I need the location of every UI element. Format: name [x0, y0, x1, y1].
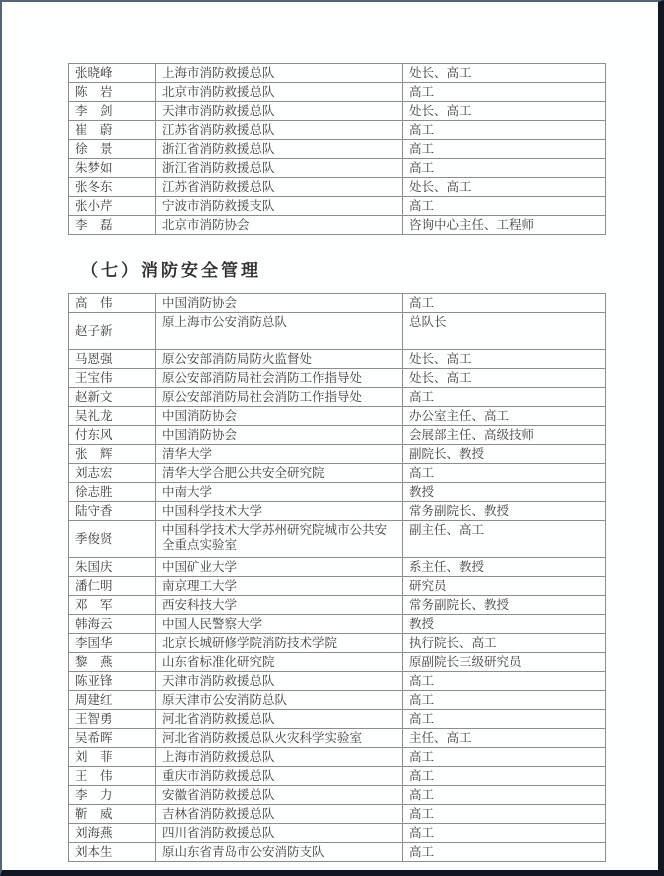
cell-name: 王智勇 [69, 710, 156, 729]
cell-name: 黎 燕 [69, 653, 156, 672]
cell-org: 中国科学技术大学 [156, 502, 403, 521]
table-row [69, 634, 606, 653]
table-row [69, 521, 606, 558]
cell-title: 处长、高工 [403, 102, 606, 121]
cell-title: 高工 [403, 294, 606, 313]
cell-name: 李国华 [69, 634, 156, 653]
experts-table-fire-safety-management [68, 293, 606, 862]
cell-org: 清华大学 [156, 445, 403, 464]
table-row [69, 178, 606, 197]
table-row [69, 445, 606, 464]
cell-org: 中国人民警察大学 [156, 615, 403, 634]
cell-name: 赵子新 [69, 313, 156, 350]
cell-name: 李 剑 [69, 102, 156, 121]
cell-org: 北京长城研修学院消防技术学院 [156, 634, 403, 653]
cell-org: 中国消防协会 [156, 426, 403, 445]
table-row [69, 558, 606, 577]
cell-name: 徐志胜 [69, 483, 156, 502]
table-row [69, 691, 606, 710]
table-row [69, 672, 606, 691]
cell-org: 北京市消防协会 [156, 216, 403, 235]
cell-org: 原上海市公安消防总队 [156, 313, 403, 350]
cell-title: 高工 [403, 672, 606, 691]
cell-name: 李 力 [69, 786, 156, 805]
table-row [69, 407, 606, 426]
cell-title: 系主任、教授 [403, 558, 606, 577]
cell-org: 原天津市公安消防总队 [156, 691, 403, 710]
cell-org: 重庆市消防救援总队 [156, 767, 403, 786]
cell-org: 山东省标准化研究院 [156, 653, 403, 672]
cell-title: 处长、高工 [403, 178, 606, 197]
cell-org: 中国消防协会 [156, 294, 403, 313]
table-row [69, 653, 606, 672]
cell-name: 徐 景 [69, 140, 156, 159]
cell-org: 天津市消防救援总队 [156, 672, 403, 691]
table-row [69, 577, 606, 596]
cell-name: 刘本生 [69, 843, 156, 862]
cell-org: 河北省消防救援总队火灾科学实验室 [156, 729, 403, 748]
cell-title: 高工 [403, 388, 606, 407]
table-row [69, 615, 606, 634]
cell-title: 常务副院长、教授 [403, 596, 606, 615]
cell-title: 教授 [403, 615, 606, 634]
table-row [69, 140, 606, 159]
cell-name: 陈 岩 [69, 83, 156, 102]
cell-title: 执行院长、高工 [403, 634, 606, 653]
cell-org: 四川省消防救援总队 [156, 824, 403, 843]
cell-org: 上海市消防救援总队 [156, 748, 403, 767]
cell-name: 张 辉 [69, 445, 156, 464]
cell-org: 安徽省消防救援总队 [156, 786, 403, 805]
cell-title: 高工 [403, 710, 606, 729]
cell-org: 原山东省青岛市公安消防支队 [156, 843, 403, 862]
cell-org: 上海市消防救援总队 [156, 64, 403, 83]
table-row [69, 369, 606, 388]
cell-name: 付东风 [69, 426, 156, 445]
cell-title: 研究员 [403, 577, 606, 596]
cell-title: 办公室主任、高工 [403, 407, 606, 426]
cell-name: 张小芹 [69, 197, 156, 216]
cell-org: 原公安部消防局防火监督处 [156, 350, 403, 369]
cell-title: 高工 [403, 767, 606, 786]
cell-title: 副主任、高工 [403, 521, 606, 558]
cell-name: 高 伟 [69, 294, 156, 313]
table-row [69, 159, 606, 178]
cell-name: 朱国庆 [69, 558, 156, 577]
table-row [69, 710, 606, 729]
cell-title: 原副院长三级研究员 [403, 653, 606, 672]
cell-name: 王宝伟 [69, 369, 156, 388]
cell-name: 李 磊 [69, 216, 156, 235]
table-row [69, 843, 606, 862]
cell-title: 高工 [403, 159, 606, 178]
cell-name: 崔 蔚 [69, 121, 156, 140]
cell-name: 张冬东 [69, 178, 156, 197]
cell-title: 副院长、教授 [403, 445, 606, 464]
cell-title: 高工 [403, 464, 606, 483]
cell-name: 吴希晖 [69, 729, 156, 748]
cell-title: 处长、高工 [403, 369, 606, 388]
cell-title: 高工 [403, 843, 606, 862]
cell-title: 高工 [403, 197, 606, 216]
cell-org: 浙江省消防救援总队 [156, 159, 403, 178]
cell-title: 咨询中心主任、工程师 [403, 216, 606, 235]
cell-name: 韩海云 [69, 615, 156, 634]
cell-title: 高工 [403, 786, 606, 805]
table-row [69, 748, 606, 767]
cell-name: 周建红 [69, 691, 156, 710]
table-row [69, 388, 606, 407]
cell-name: 张晓峰 [69, 64, 156, 83]
cell-org: 中国矿业大学 [156, 558, 403, 577]
table-row [69, 102, 606, 121]
cell-title: 会展部主任、高级技师 [403, 426, 606, 445]
table-row [69, 197, 606, 216]
cell-org: 吉林省消防救援总队 [156, 805, 403, 824]
cell-org: 宁波市消防救援支队 [156, 197, 403, 216]
cell-name: 邓 军 [69, 596, 156, 615]
cell-title: 高工 [403, 824, 606, 843]
table-row [69, 767, 606, 786]
cell-org: 原公安部消防局社会消防工作指导处 [156, 369, 403, 388]
cell-title: 高工 [403, 691, 606, 710]
cell-title: 常务副院长、教授 [403, 502, 606, 521]
cell-org: 西安科技大学 [156, 596, 403, 615]
table-row [69, 805, 606, 824]
cell-org: 中国科学技术大学苏州研究院城市公共安全重点实验室 [156, 521, 403, 558]
cell-org: 原公安部消防局社会消防工作指导处 [156, 388, 403, 407]
cell-name: 陆守香 [69, 502, 156, 521]
table-row [69, 502, 606, 521]
cell-title: 高工 [403, 748, 606, 767]
cell-org: 南京理工大学 [156, 577, 403, 596]
cell-name: 王 伟 [69, 767, 156, 786]
cell-org: 江苏省消防救援总队 [156, 178, 403, 197]
cell-name: 马恩强 [69, 350, 156, 369]
cell-org: 天津市消防救援总队 [156, 102, 403, 121]
cell-title: 教授 [403, 483, 606, 502]
table-row [69, 729, 606, 748]
table-row [69, 313, 606, 350]
table-row [69, 64, 606, 83]
cell-title: 主任、高工 [403, 729, 606, 748]
cell-title: 高工 [403, 140, 606, 159]
section-heading: （七）消防安全管理 [81, 261, 261, 280]
cell-title: 总队长 [403, 313, 606, 350]
cell-org: 北京市消防救援总队 [156, 83, 403, 102]
cell-title: 高工 [403, 83, 606, 102]
cell-title: 处长、高工 [403, 350, 606, 369]
cell-title: 处长、高工 [403, 64, 606, 83]
cell-name: 赵新文 [69, 388, 156, 407]
cell-org: 江苏省消防救援总队 [156, 121, 403, 140]
cell-name: 朱梦如 [69, 159, 156, 178]
table-row [69, 350, 606, 369]
cell-org: 中南大学 [156, 483, 403, 502]
cell-name: 季俊贤 [69, 521, 156, 558]
cell-org: 清华大学合肥公共安全研究院 [156, 464, 403, 483]
cell-org: 浙江省消防救援总队 [156, 140, 403, 159]
table-row [69, 824, 606, 843]
table-row [69, 786, 606, 805]
cell-name: 刘 菲 [69, 748, 156, 767]
table-row [69, 294, 606, 313]
cell-name: 刘志宏 [69, 464, 156, 483]
cell-name: 靳 威 [69, 805, 156, 824]
cell-name: 刘海燕 [69, 824, 156, 843]
cell-org: 河北省消防救援总队 [156, 710, 403, 729]
cell-title: 高工 [403, 121, 606, 140]
cell-title: 高工 [403, 805, 606, 824]
cell-name: 陈亚锋 [69, 672, 156, 691]
cell-name: 吴礼龙 [69, 407, 156, 426]
table-row [69, 426, 606, 445]
table-row [69, 121, 606, 140]
table-row [69, 483, 606, 502]
table-row [69, 216, 606, 235]
table-row [69, 464, 606, 483]
table-row [69, 83, 606, 102]
cell-name: 潘仁明 [69, 577, 156, 596]
experts-table-upper [68, 63, 606, 235]
table-row [69, 596, 606, 615]
cell-org: 中国消防协会 [156, 407, 403, 426]
